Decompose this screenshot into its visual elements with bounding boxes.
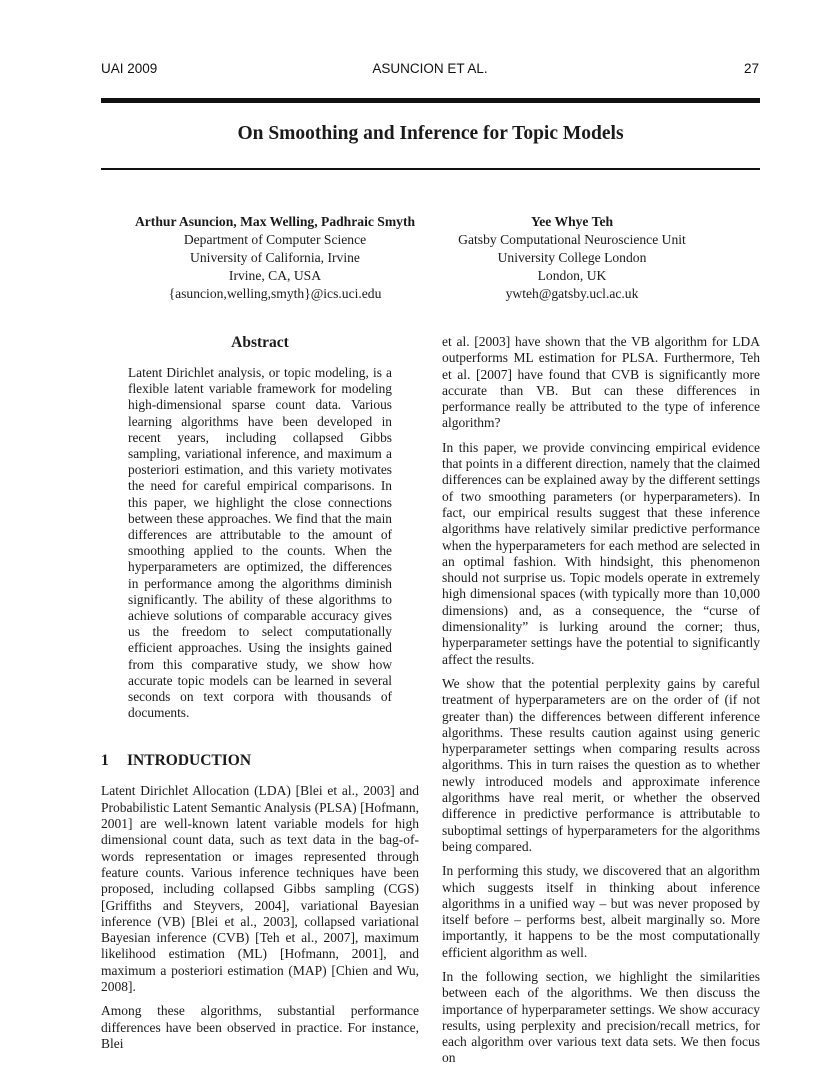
- author-email: {asuncion,welling,smyth}@ics.uci.edu: [168, 286, 382, 301]
- body-paragraph: et al. [2003] have shown that the VB algorithm for LDA outperforms ML estimation for PLSA. Furthermore, Teh et al. [2007] have found that CVB is significantly more accurate than VB. But can these differences in performance really be attributed to the type of inference algorithm?: [442, 334, 760, 431]
- right-column: [442, 334, 760, 1075]
- author-block-uci: [130, 213, 420, 303]
- author-email: ywteh@gatsby.ucl.ac.uk: [505, 286, 639, 301]
- author-location: London, UK: [537, 268, 607, 283]
- author-names: Arthur Asuncion, Max Welling, Padhraic Smyth: [134, 214, 416, 229]
- author-block-ucl: [431, 213, 713, 303]
- body-paragraph: In the following section, we highlight the similarities between each of the algorithms. We then discuss the importance of hyperparameter settings. We show accuracy results, using perplexity and precision/recall metrics, for each algorithm over various text data sets. We then focus on: [442, 968, 760, 1066]
- author-institution: University College London: [497, 250, 647, 265]
- title-top-rule: [101, 98, 760, 103]
- abstract-heading: Abstract: [231, 334, 289, 351]
- body-paragraph: We show that the potential perplexity gains by careful treatment of hyperparameters are on the order of (if not greater than) the differences between different inference algorithms. These results caution against using generic hyperparameter settings when comparing results across algorithms. This in turn raises the question as to whether newly introduced models and approximate inference algorithms have real merit, or whether the observed difference in predictive performance is attributable to suboptimal settings of hyperparameters for the algorithms being compared.: [442, 675, 760, 854]
- title-bottom-rule: [101, 168, 760, 170]
- author-institution: University of California, Irvine: [190, 250, 360, 265]
- body-paragraph: In performing this study, we discovered that an algorithm which suggests itself in thinking about inference algorithms in a unified way – but was never proposed by itself before – performs best, albeit marginally so. More importantly, it happens to be the most computationally efficient algorithm as well.: [442, 863, 760, 960]
- body-paragraph: Among these algorithms, substantial performance differences have been observed in practice. For instance, Blei: [101, 1003, 419, 1051]
- running-author: ASUNCION ET AL.: [372, 61, 488, 76]
- body-paragraph: Latent Dirichlet Allocation (LDA) [Blei et al., 2003] and Probabilistic Latent Semantic Analysis (PLSA) [Hofmann, 2001] are well-known latent variable models for high dimensional count data, such as text data in the bag-of-words representation or images represented through feature counts. Various inference techniques have been proposed, including collapsed Gibbs sampling (CGS) [Griffiths and Steyvers, 2004], variational Bayesian inference (VB) [Blei et al., 2003], collapsed variational Bayesian inference (CVB) [Teh et al., 2007], maximum likelihood estimation (ML) [Hofmann, 2001], and maximum a posteriori estimation (MAP) [Chien and Wu, 2008].: [101, 783, 419, 995]
- left-column: [101, 334, 419, 1060]
- author-department: Department of Computer Science: [183, 232, 367, 247]
- body-paragraph: In this paper, we provide convincing empirical evidence that points in a different direction, namely that the claimed differences can be explained away by the different settings of two smoothing parameters (or hyperparameters). In fact, our empirical results suggest that these inference algorithms have relatively similar predictive performance when the hyperparameters for each method are selected in an optimal fashion. With hindsight, this phenomenon should not surprise us. Topic models operate in extremely high dimensional spaces (with typically more than 10,000 dimensions) and, as a consequence, the “curse of dimensionality” is lurking around the corner; thus, hyperparameter settings have the potential to significantly affect the results.: [442, 439, 760, 667]
- section-heading: [101, 752, 419, 770]
- paper-title: On Smoothing and Inference for Topic Models: [237, 123, 624, 144]
- section-number: 1: [101, 752, 109, 770]
- running-head: [101, 61, 759, 79]
- section-title: INTRODUCTION: [127, 752, 252, 770]
- author-location: Irvine, CA, USA: [228, 268, 322, 283]
- author-department: Gatsby Computational Neuroscience Unit: [458, 232, 686, 247]
- abstract-text: Latent Dirichlet analysis, or topic modeling, is a flexible latent variable framework for modeling high-dimensional sparse count data. Various learning algorithms have been developed in recent years, including collapsed Gibbs sampling, variational inference, and maximum a posteriori estimation, and this variety motivates the need for careful empirical comparisons. In this paper, we highlight the close connections between these approaches. We find that the main differences are attributable to the amount of smoothing applied to the counts. When the hyperparameters are optimized, the differences in performance among the algorithms diminish significantly. The ability of these algorithms to achieve solutions of comparable accuracy gives us the freedom to select computationally efficient approaches. Using the insights gained from this comparative study, we show how accurate topic models can be learned in several seconds on text corpora with thousands of documents.: [128, 365, 392, 721]
- author-names: Yee Whye Teh: [530, 214, 614, 229]
- conference-label: UAI 2009: [101, 61, 158, 76]
- page-number: 27: [743, 61, 759, 76]
